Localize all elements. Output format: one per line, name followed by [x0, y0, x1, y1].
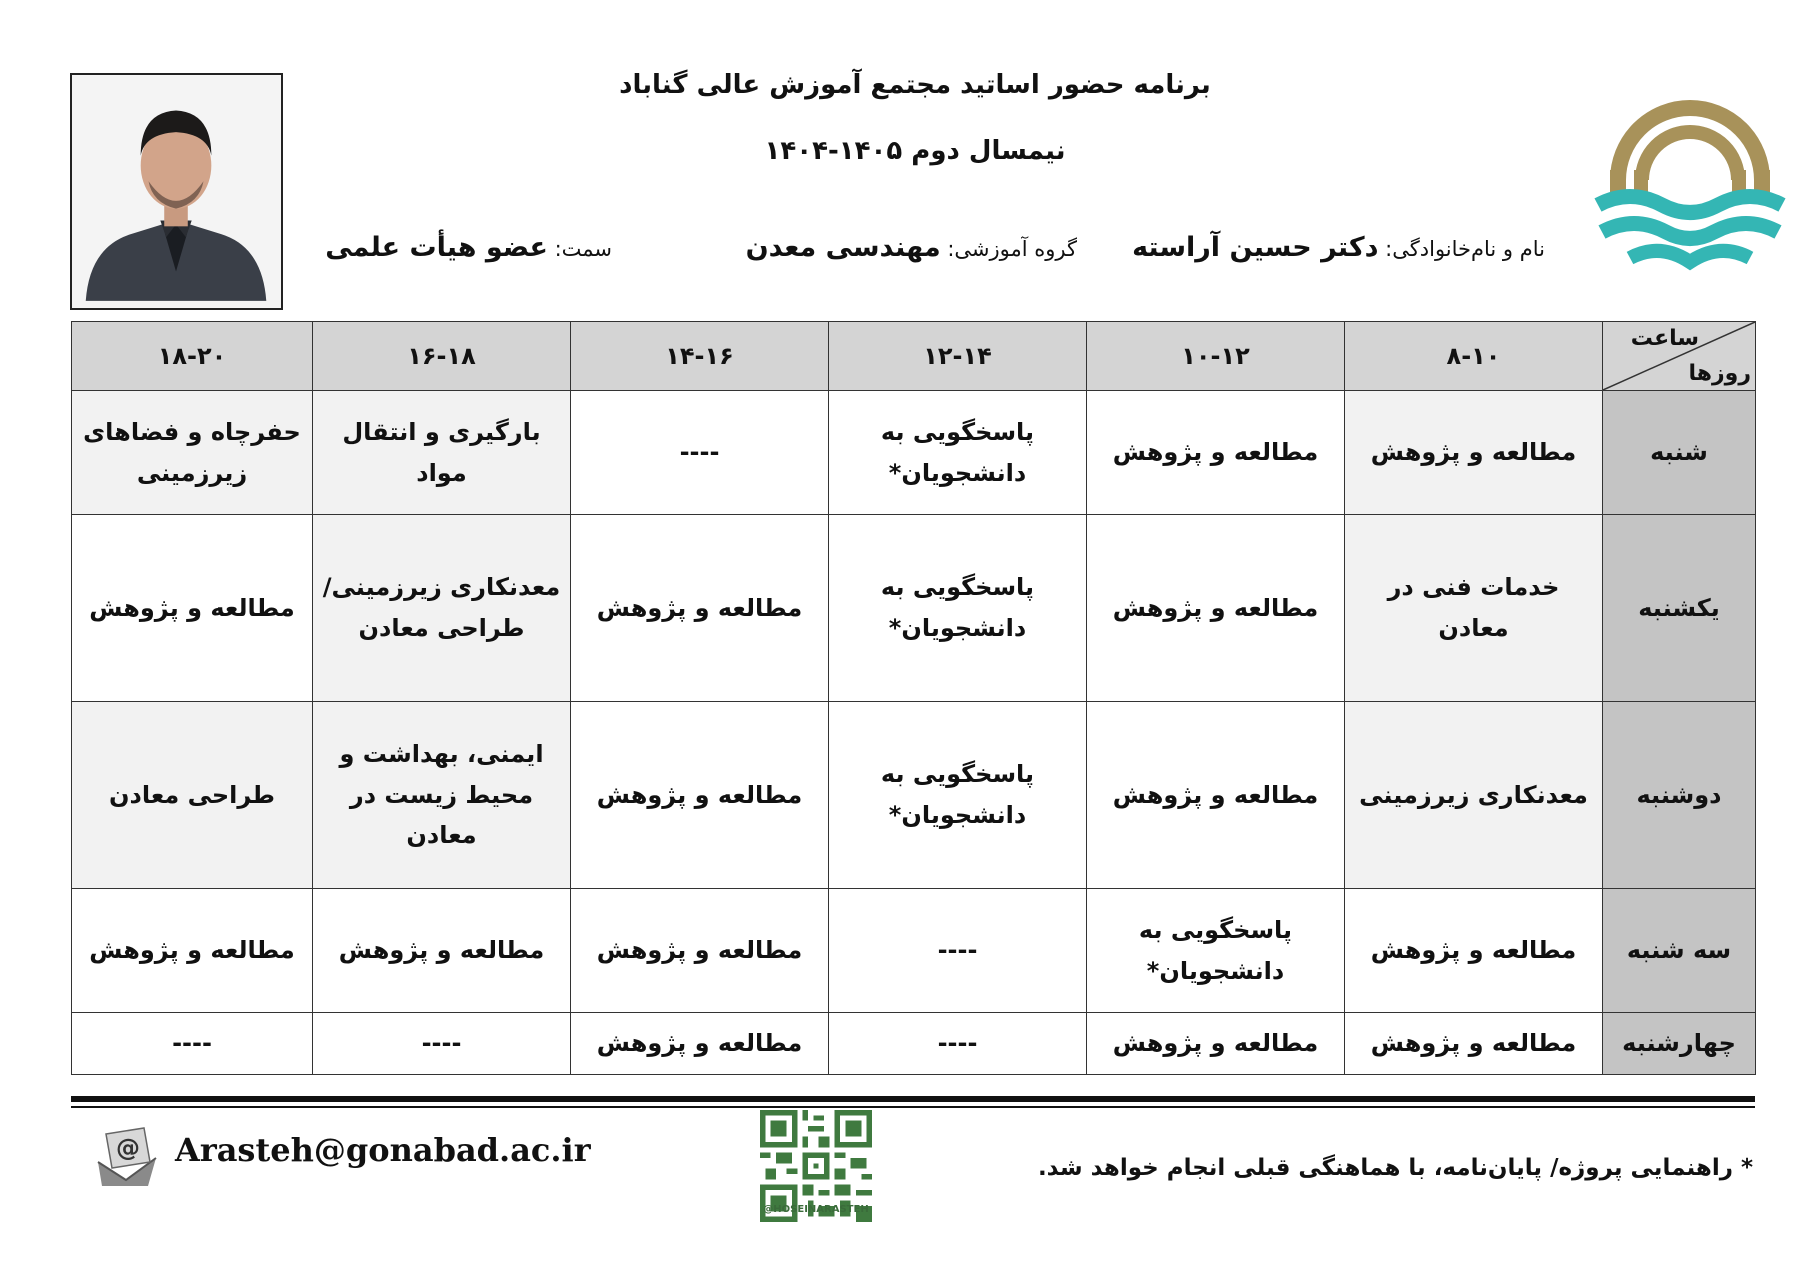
- schedule-cell: مطالعه و پژوهش: [571, 702, 829, 889]
- hour-header: ۱۶-۱۸: [313, 322, 571, 391]
- hour-header: ۱۰-۱۲: [1087, 322, 1345, 391]
- table-row: [72, 515, 1756, 702]
- schedule-cell: ایمنی، بهداشت و محیط زیست در معادن: [313, 702, 571, 889]
- department: گروه آموزشی: مهندسی معدن: [745, 232, 1077, 263]
- schedule-cell: خدمات فنی در معادن: [1345, 515, 1603, 702]
- schedule-cell: مطالعه و پژوهش: [571, 889, 829, 1013]
- qr-handle: @HOSEINARASTEH: [763, 1204, 869, 1215]
- day-cell: سه شنبه: [1603, 889, 1756, 1013]
- schedule-cell: مطالعه و پژوهش: [1087, 1013, 1345, 1075]
- day-cell: یکشنبه: [1603, 515, 1756, 702]
- day-cell: شنبه: [1603, 391, 1756, 515]
- schedule-cell: مطالعه و پژوهش: [571, 515, 829, 702]
- table-row: [72, 702, 1756, 889]
- table-row: [72, 391, 1756, 515]
- professor-photo: [70, 73, 283, 310]
- schedule-cell: مطالعه و پژوهش: [72, 889, 313, 1013]
- position: سمت: عضو هیأت علمی: [325, 232, 612, 263]
- footer-divider-thin: [71, 1106, 1755, 1108]
- schedule-cell: مطالعه و پژوهش: [1345, 889, 1603, 1013]
- schedule-cell: مطالعه و پژوهش: [1087, 391, 1345, 515]
- table-row: [72, 1013, 1756, 1075]
- schedule-cell: ----: [313, 1013, 571, 1075]
- page-title: برنامه حضور اساتید مجتمع آموزش عالی گناباد: [619, 70, 1211, 100]
- hour-header: ۱۸-۲۰: [72, 322, 313, 391]
- footnote: * راهنمایی پروژه/ پایان‌نامه، با هماهنگی قبلی انجام خواهد شد.: [1037, 1155, 1753, 1181]
- university-logo: [1590, 70, 1790, 280]
- email-icon: [92, 1122, 162, 1192]
- schedule-cell: مطالعه و پژوهش: [72, 515, 313, 702]
- schedule-cell: ----: [829, 1013, 1087, 1075]
- email-address[interactable]: Arasteh@gonabad.ac.ir: [175, 1131, 591, 1169]
- schedule-cell: پاسخگویی به دانشجویان*: [829, 515, 1087, 702]
- schedule-cell: بارگیری و انتقال مواد: [313, 391, 571, 515]
- schedule-cell: پاسخگویی به دانشجویان*: [1087, 889, 1345, 1013]
- schedule-cell: طراحی معادن: [72, 702, 313, 889]
- schedule-cell: مطالعه و پژوهش: [571, 1013, 829, 1075]
- schedule-cell: معدنکاری زیرزمینی/طراحی معادن: [313, 515, 571, 702]
- hour-header: ۸-۱۰: [1345, 322, 1603, 391]
- schedule-cell: پاسخگویی به دانشجویان*: [829, 391, 1087, 515]
- table-header-row: [72, 322, 1756, 391]
- day-cell: چهارشنبه: [1603, 1013, 1756, 1075]
- semester-label: نیمسال دوم ۱۴۰۵-۱۴۰۴: [764, 136, 1066, 166]
- schedule-cell: معدنکاری زیرزمینی: [1345, 702, 1603, 889]
- corner-header: [1603, 322, 1756, 391]
- footer-divider: [71, 1096, 1755, 1102]
- schedule-cell: پاسخگویی به دانشجویان*: [829, 702, 1087, 889]
- schedule-cell: مطالعه و پژوهش: [313, 889, 571, 1013]
- svg-text:@: @: [116, 1134, 140, 1162]
- schedule-cell: ----: [571, 391, 829, 515]
- schedule-table: [71, 321, 1756, 1075]
- schedule-cell: ----: [72, 1013, 313, 1075]
- corner-hour-label: ساعت: [1630, 326, 1699, 351]
- schedule-cell: مطالعه و پژوهش: [1345, 1013, 1603, 1075]
- schedule-cell: مطالعه و پژوهش: [1087, 515, 1345, 702]
- schedule-cell: حفرچاه و فضاهای زیرزمینی: [72, 391, 313, 515]
- hour-header: ۱۴-۱۶: [571, 322, 829, 391]
- corner-days-label: روزها: [1688, 360, 1751, 386]
- schedule-cell: مطالعه و پژوهش: [1345, 391, 1603, 515]
- schedule-cell: ----: [829, 889, 1087, 1013]
- hour-header: ۱۲-۱۴: [829, 322, 1087, 391]
- day-cell: دوشنبه: [1603, 702, 1756, 889]
- schedule-cell: مطالعه و پژوهش: [1087, 702, 1345, 889]
- table-row: [72, 889, 1756, 1013]
- professor-name: نام و نام‌خانوادگی: دکتر حسین آراسته: [1132, 232, 1545, 263]
